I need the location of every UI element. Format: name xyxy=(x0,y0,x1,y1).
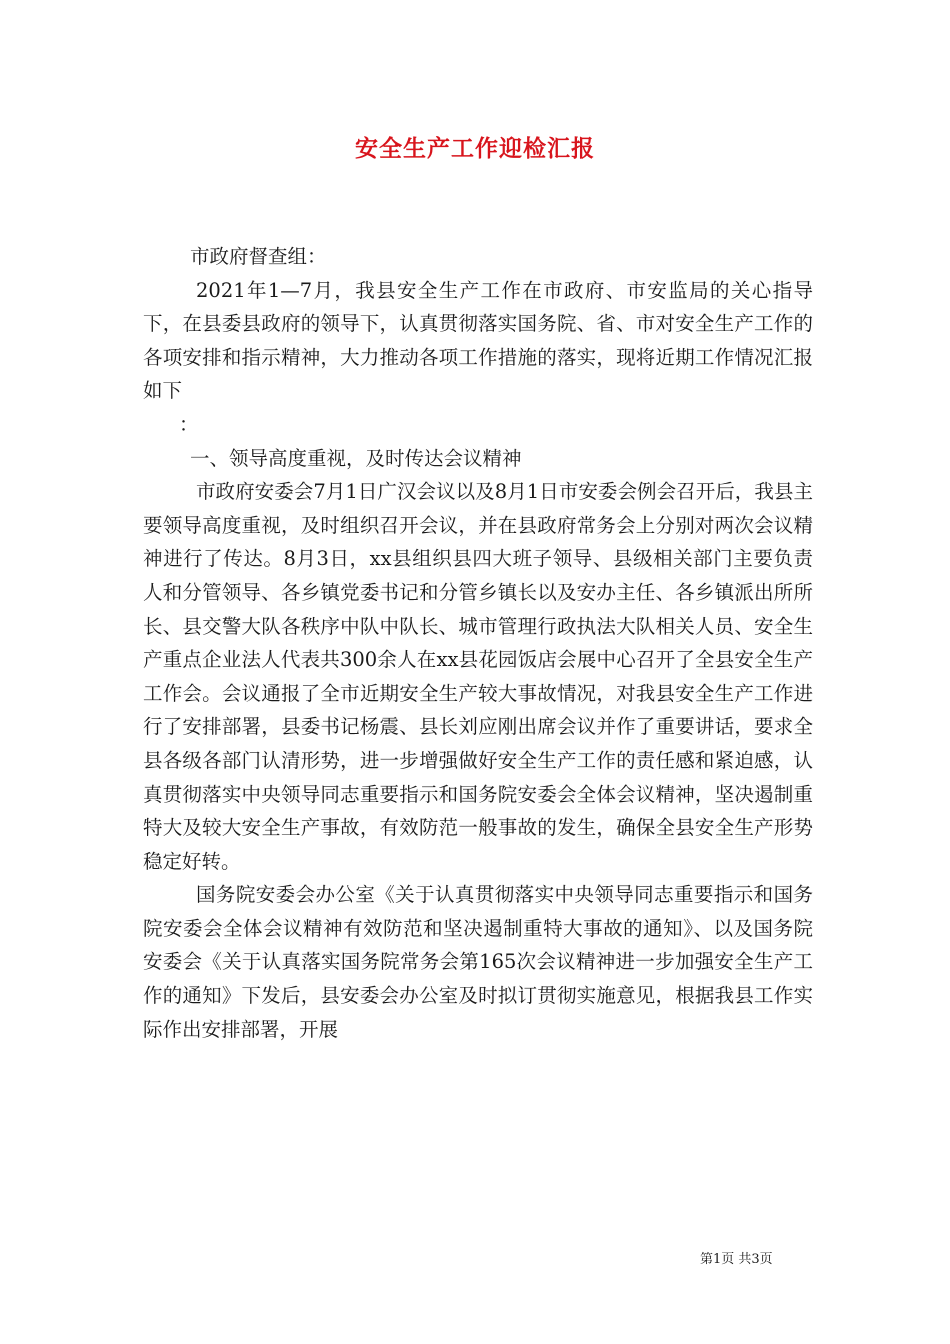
paragraph-notice: 国务院安委会办公室《关于认真贯彻落实中央领导同志重要指示和国务院安委会全体会议精神有效防范和坚决遏制重特大事故的通知》、以及国务院安委会《关于认真落实国务院常务会第165次会议精神进一步加强安全生产工作的通知》下发后，县安委会办公室及时拟订贯彻实施意见，根据我县工作实际作出安排部署，开展 xyxy=(143,883,813,1041)
paragraph-meeting: 市政府安委会7月1日广汉会议以及8月1日市安委会例会召开后，我县主要领导高度重视，及时组织召开会议，并在县政府常务会上分别对两次会议精神进行了传达。8月3日，xx县组织县四大班子领导、县级相关部门主要负责人和分管领导、各乡镇党委书记和分管乡镇长以及安办主任、各乡镇派出所所长、县交警大队各秩序中队中队长、城市管理行政执法大队相关人员、安全生产重点企业法人代表共300余人在xx县花园饭店会展中心召开了全县安全生产工作会。会议通报了全市近期安全生产较大事故情况，对我县安全生产工作进行了安排部署，县委书记杨震、县长刘应刚出席会议并作了重要讲话，要求全县各级各部门认清形势，进一步增强做好安全生产工作的责任感和紧迫感，认真贯彻落实中央领导同志重要指示和国务院安委会全体会议精神，坚决遏制重特大及较大安全生产事故，有效防范一般事故的发生，确保全县安全生产形势稳定好转。 xyxy=(143,480,813,873)
document-body xyxy=(143,240,813,1046)
page-number-footer: 第1页 共3页 xyxy=(700,1252,773,1267)
section-heading-1: 一、领导高度重视，及时传达会议精神 xyxy=(190,446,522,470)
salutation: 市政府督查组： xyxy=(190,245,327,268)
paragraph-intro: 2021年1—7月，我县安全生产工作在市政府、市安监局的关心指导下，在县委县政府的领导下，认真贯彻落实国务院、省、市对安全生产工作的各项安排和指示精神，大力推动各项工作措施的落实，现将近期工作情况汇报如下 xyxy=(143,278,813,403)
paragraph-intro-colon: ： xyxy=(179,412,199,436)
document-title: 安全生产工作迎检汇报 xyxy=(355,135,595,162)
